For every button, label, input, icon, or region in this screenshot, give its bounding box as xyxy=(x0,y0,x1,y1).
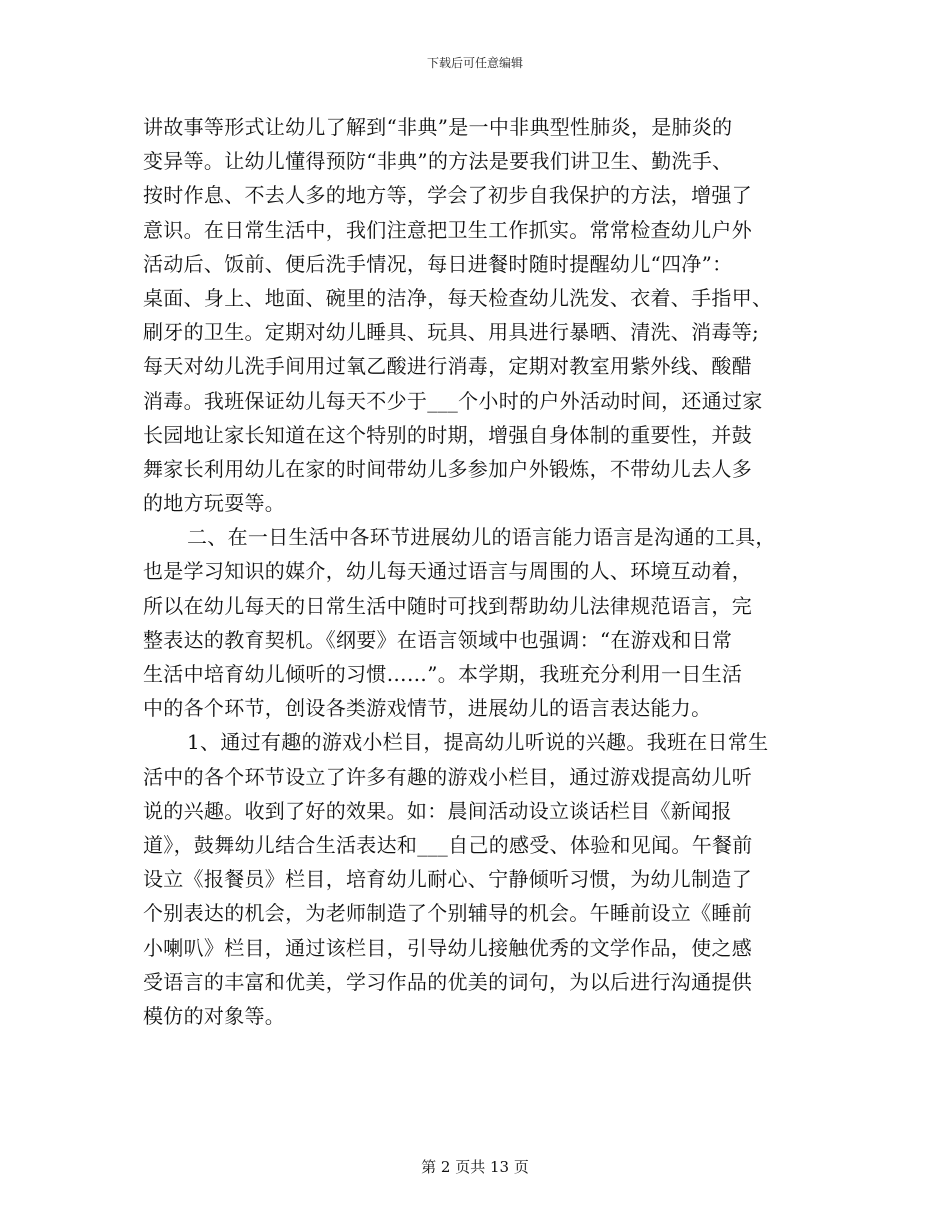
text-line: 小喇叭》栏目，通过该栏目，引导幼儿接触优秀的文学作品，使之感 xyxy=(143,935,752,960)
text-line: 所以在幼儿每天的日常生活中随时可找到帮助幼儿法律规范语言，完 xyxy=(143,593,752,618)
text-line: 个别表达的机会，为老师制造了个别辅导的机会。午睡前设立《睡前 xyxy=(143,901,752,926)
text-line: 桌面、身上、地面、碗里的洁净，每天检查幼儿洗发、衣着、手指甲、 xyxy=(143,285,773,310)
text-line: 每天对幼儿洗手间用过氧乙酸进行消毒，定期对教室用紫外线、酸醋 xyxy=(143,354,752,379)
text-line: 道》，鼓舞幼儿结合生活表达和___自己的感受、体验和见闻。午餐前 xyxy=(143,832,753,857)
text-line: 舞家长利用幼儿在家的时间带幼儿多参加户外锻炼，不带幼儿去人多 xyxy=(143,456,752,481)
text-line: 长园地让家长知道在这个特别的时期，增强自身体制的重要性，并鼓 xyxy=(143,422,752,447)
text-line: 说的兴趣。收到了好的效果。如：晨间活动设立谈话栏目《新闻报 xyxy=(143,798,732,823)
paragraph-start-line: 二、在一日生活中各环节进展幼儿的语言能力语言是沟通的工具， xyxy=(187,525,776,550)
text-line: 意识。在日常生活中，我们注意把卫生工作抓实。常常检查幼儿户外 xyxy=(143,217,752,242)
text-line: 消毒。我班保证幼儿每天不少于___个小时的户外活动时间，还通过家 xyxy=(143,388,763,413)
page-footer: 第 2 页共 13 页 xyxy=(421,1158,529,1176)
text-line: 受语言的丰富和优美，学习作品的优美的词句，为以后进行沟通提供 xyxy=(143,969,752,994)
text-line: 活动后、饭前、便后洗手情况，每日进餐时随时提醒幼儿“四净”： xyxy=(143,251,733,276)
text-line: 变异等。让幼儿懂得预防“非典”的方法是要我们讲卫生、勤洗手、 xyxy=(143,149,733,174)
text-line: 讲故事等形式让幼儿了解到“非典”是一中非典型性肺炎，是肺炎的 xyxy=(143,115,733,139)
document-body xyxy=(143,110,807,1033)
page-header: 下载后可任意编辑 xyxy=(426,56,523,70)
text-line: 设立《报餐员》栏目，培育幼儿耐心、宁静倾听习惯，为幼儿制造了 xyxy=(143,867,752,892)
text-line: 整表达的教育契机。《纲要》在语言领域中也强调：“在游戏和日常 xyxy=(143,627,733,652)
text-line: 也是学习知识的媒介，幼儿每天通过语言与周围的人、环境互动着， xyxy=(143,559,752,584)
paragraph-start-line: 1、通过有趣的游戏小栏目，提高幼儿听说的兴趣。我班在日常生 xyxy=(187,730,769,755)
text-line: 中的各个环节，创设各类游戏情节，进展幼儿的语言表达能力。 xyxy=(143,696,712,721)
text-line: 活中的各个环节设立了许多有趣的游戏小栏目，通过游戏提高幼儿听 xyxy=(143,764,752,789)
text-line: 按时作息、不去人多的地方等，学会了初步自我保护的方法，增强了 xyxy=(143,183,752,208)
text-line: 刷牙的卫生。定期对幼儿睡具、玩具、用具进行暴晒、清洗、消毒等; xyxy=(143,320,760,345)
text-line: 生活中培育幼儿倾听的习惯……”。本学期，我班充分利用一日生活 xyxy=(143,662,743,686)
text-line: 的地方玩耍等。 xyxy=(143,491,286,516)
text-line: 模仿的对象等。 xyxy=(143,1003,286,1028)
